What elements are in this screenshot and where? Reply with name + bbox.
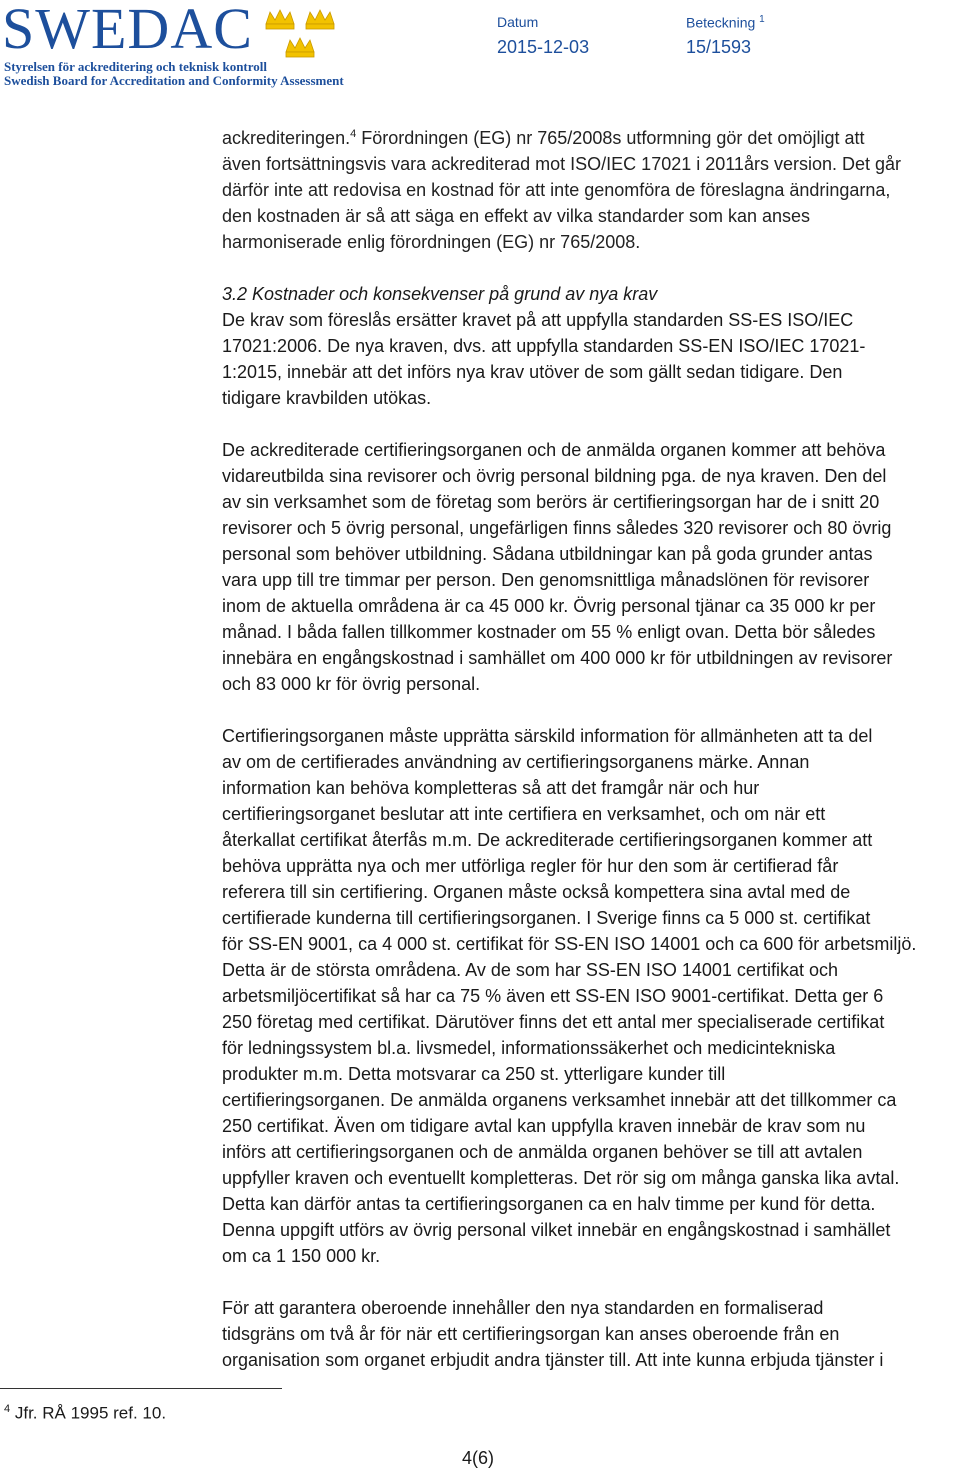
paragraph-intro	[222, 125, 960, 255]
logo-subtitle-sv: Styrelsen för ackreditering och teknisk kontroll	[4, 59, 268, 74]
paragraph-intro-start: ackrediteringen.	[222, 128, 351, 148]
three-crowns-icon	[258, 2, 344, 64]
paragraph-training-costs: De ackrediterade certifieringsorganen och de anmälda organen kommer att behöva vidareutbilda sina revisorer och övrig personal bildning pga. de nya kraven. Den del av sin verksamhet som de företag som berörs är certifieringsorgan har de i snitt 20 revisorer och 5 övrig personal, ungefärligen finns således 320 revisorer och 80 övrig personal som behöver utbildning. Sådana utbildningar kan på goda grunder antas vara upp till tre timmar per person. Den genomsnittliga månadslönen för revisorer inom de aktuella områdena är ca 45 000 kr. Övrig personal tjänar ca 35 000 kr per månad. I båda fallen tillkommer kostnader om 55 % enligt ovan. Detta bör således innebära en engångskostnad i samhället om 400 000 kr för utbildningen av revisorer och 83 000 kr för övrig personal.	[222, 440, 893, 694]
swedac-logo	[0, 0, 345, 92]
footnote	[4, 1403, 166, 1424]
reference-value: 15/1593	[686, 37, 752, 57]
footnote-number: 4	[4, 1403, 11, 1415]
paragraph-intro-rest: Förordningen (EG) nr 765/2008s utformning gör det omöjligt att även fortsättningsvis vara ackrediterad mot ISO/IEC 17021 i 2011års version. Det går därför inte att redovisa en kostnad för att inte genomföra de föreslagna ändringarna, den kostnaden är så att säga en effekt av vilka standarder som kan anses harmoniserade enlig förordningen (EG) nr 765/2008.	[222, 128, 901, 252]
paragraph-independence: För att garantera oberoende innehåller den nya standarden en formaliserad tidsgräns om två år för när ett certifieringsorgan kan anses oberoende från en organisation som organet erbjudit andra tjänster till. Att inte kunna erbjuda tjänster i	[222, 1298, 884, 1370]
document-body	[222, 125, 960, 1399]
footnote-text: Jfr. RÅ 1995 ref. 10.	[10, 1403, 167, 1423]
section-heading: 3.2 Kostnader och konsekvenser på grund av nya krav	[222, 284, 658, 304]
reference-label	[686, 14, 765, 31]
footnote-reference[interactable]: 4	[350, 128, 357, 140]
reference-label-text: Beteckning	[686, 14, 756, 31]
paragraph-information-costs: Certifieringsorganen måste upprätta särskild information för allmänheten att ta del av om de certifierades användning av certifieringsorganens märke. Annan information kan behöva kompletteras så att det framgår när och hur certifieringsorganet beslutar att inte certifiera en verksamhet, och om när ett återkallat certifikat återfås m.m. De ackrediterade certifieringsorganen kommer att behöva upprätta nya och mer utförliga regler för hur den som är certifierad får referera till sin certifiering. Organen måste också kompettera sina avtal med de certifierade kunderna till certifieringsorganen. I Sverige finns ca 5 000 st. certifikat för SS-EN 9001, ca 4 000 st. certifikat för SS-EN ISO 14001 och ca 600 för arbetsmiljö. Detta är de största områdena. Av de som har SS-EN ISO 14001 certifikat och arbetsmiljöcertifikat så har ca 75 % även ett SS-EN ISO 9001-certifikat. Detta ger 6 250 företag med certifikat. Därutöver finns det ett antal mer specialiserade certifikat för ledningssystem bl.a. livsmedel, informationssäkerhet och medicintekniska produkter m.m. Detta motsvarar ca 250 st. ytterligare kunder till certifieringsorganen. De anmälda organens verksamhet innebär att det tillkommer ca 250 certifikat. Även om tidigare avtal kan uppfylla kraven innebär de krav som nu införs att certifieringsorganen och de anmälda organen behöver se till att avtalen uppfyller kraven och eventuellt kompletteras. Det rör sig om många ganska lika avtal. Detta kan därför antas ta certifieringsorganen ca en halv timme per kund för detta. Denna uppgift utförs av övrig personal vilket innebär en engångskostnad i samhället om ca 1 150 000 kr.	[222, 726, 917, 1266]
footnote-divider	[0, 1388, 282, 1389]
date-label: Datum	[497, 14, 539, 30]
paragraph-new-requirements: De krav som föreslås ersätter kravet på att uppfylla standarden SS-ES ISO/IEC 17021:2006. De nya kraven, dvs. att uppfylla standarden SS-EN ISO/IEC 17021- 1:2015, innebär att det införs nya krav utöver de som gällt sedan tidigare. Den tidigare kravbilden utökas.	[222, 310, 866, 408]
logo-subtitle-en: Swedish Board for Accreditation and Conformity Assessment	[4, 73, 344, 88]
page-number: 4(6)	[462, 1448, 495, 1468]
reference-label-superscript: 1	[759, 14, 765, 25]
date-value: 2015-12-03	[497, 37, 590, 57]
logo-wordmark: SWEDAC	[2, 0, 253, 61]
